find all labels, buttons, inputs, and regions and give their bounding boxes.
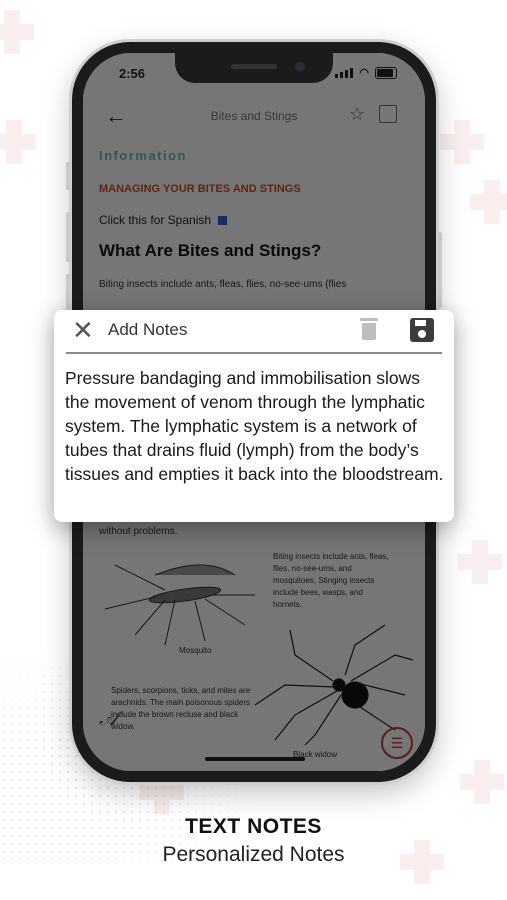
signal-icon: [335, 68, 353, 78]
cross-decoration: [440, 120, 484, 164]
save-icon[interactable]: [410, 318, 434, 342]
wifi-icon: ◠: [359, 67, 369, 79]
status-bar: [83, 61, 425, 85]
promo-subtitle: Personalized Notes: [162, 843, 345, 866]
cross-decoration: [0, 120, 36, 164]
cross-decoration: [470, 180, 507, 224]
notes-text-area[interactable]: Pressure bandaging and immobilisation slows the movement of venom through the lymphatic system. The lymphatic system is a network of tubes that drains fluid (lymph) from the body’s tissues and empties it back into the bloodstream.: [65, 368, 444, 484]
dialog-title: Add Notes: [108, 320, 188, 339]
mute-switch: [66, 162, 70, 190]
add-notes-dialog: [54, 310, 454, 522]
volume-up-button: [66, 212, 70, 262]
trash-icon[interactable]: [360, 318, 378, 340]
cross-decoration: [458, 540, 502, 584]
cross-decoration: [0, 10, 34, 54]
cross-decoration: [460, 760, 504, 804]
status-time: 2:56: [119, 66, 146, 81]
divider: [66, 352, 442, 354]
home-indicator: [205, 757, 305, 761]
power-button: [438, 232, 442, 308]
close-icon[interactable]: ✕: [72, 315, 94, 345]
promo-title: TEXT NOTES: [185, 815, 322, 838]
battery-icon: [375, 67, 397, 79]
